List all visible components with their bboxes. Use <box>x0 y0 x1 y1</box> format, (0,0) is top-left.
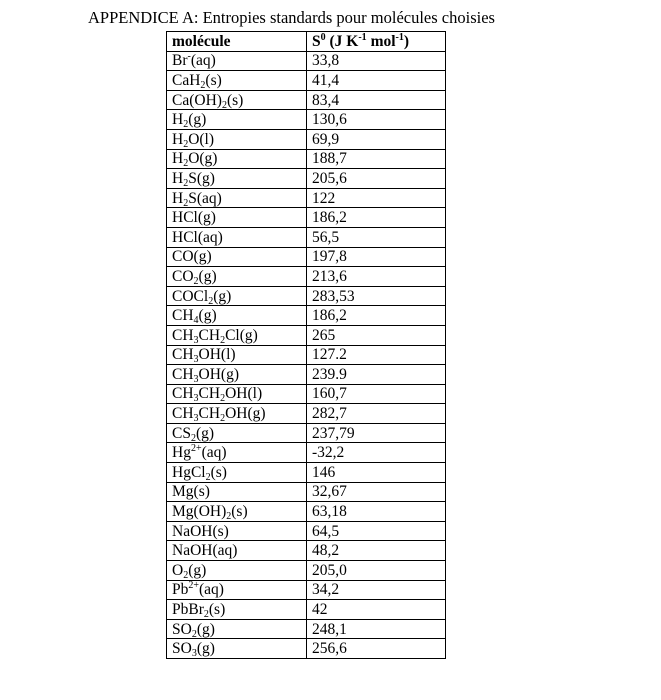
table-row <box>167 267 446 287</box>
text-segment: PbBr <box>172 601 204 619</box>
text-segment: HCl(g) <box>172 209 216 227</box>
table-row <box>167 306 446 326</box>
molecule-cell <box>167 110 307 130</box>
table-row <box>167 443 446 463</box>
entropy-value-cell: 248,1 <box>307 619 446 639</box>
entropy-value-cell: 197,8 <box>307 247 446 267</box>
table-row <box>167 345 446 365</box>
entropy-value-cell: 186,2 <box>307 306 446 326</box>
entropy-value-cell: 188,7 <box>307 149 446 169</box>
subscript: 2 <box>220 334 226 346</box>
text-segment: CH <box>198 326 221 344</box>
text-segment: H <box>172 111 184 129</box>
text-segment: H <box>172 150 184 168</box>
text-segment: COCl <box>172 287 209 305</box>
molecule-cell <box>167 325 307 345</box>
text-segment: (g) <box>198 307 217 325</box>
table-row <box>167 286 446 306</box>
molecule-cell <box>167 188 307 208</box>
subscript: 2 <box>200 79 206 91</box>
molecule-cell <box>167 580 307 600</box>
text-segment: (s) <box>231 503 248 521</box>
table-row <box>167 90 446 110</box>
subscript: 2 <box>183 138 189 150</box>
subscript: 2 <box>183 119 189 131</box>
table-row <box>167 129 446 149</box>
entropy-value-cell: 69,9 <box>307 129 446 149</box>
molecule-cell <box>167 90 307 110</box>
text-segment: H <box>172 130 184 148</box>
subscript: 2 <box>183 569 189 581</box>
text-segment: (s) <box>208 601 226 619</box>
text-segment: (aq) <box>199 581 224 599</box>
text-segment: (s) <box>210 463 227 481</box>
table-row <box>167 423 446 443</box>
table-row <box>167 561 446 581</box>
molecule-cell <box>167 345 307 365</box>
molecule-cell <box>167 600 307 620</box>
molecule-cell <box>167 541 307 561</box>
molecule-cell <box>167 365 307 385</box>
entropy-value-cell: 256,6 <box>307 639 446 659</box>
text-segment: Br <box>172 52 188 70</box>
text-segment: mol <box>366 32 396 50</box>
text-segment: CH <box>172 346 194 364</box>
molecule-cell <box>167 521 307 541</box>
subscript: 2 <box>183 177 189 189</box>
text-segment: (J K <box>325 32 359 50</box>
table-row <box>167 149 446 169</box>
entropy-value-cell: 283,53 <box>307 286 446 306</box>
text-segment: S <box>312 32 321 50</box>
text-segment: H <box>172 169 184 187</box>
molecule-cell <box>167 502 307 522</box>
entropy-value-cell: 186,2 <box>307 208 446 228</box>
table-row <box>167 227 446 247</box>
entropy-value-cell: 146 <box>307 463 446 483</box>
superscript: -1 <box>395 31 404 43</box>
molecule-cell <box>167 129 307 149</box>
text-segment: NaOH(s) <box>172 522 229 540</box>
subscript: 2 <box>221 99 227 111</box>
text-segment: HCl(aq) <box>172 228 223 246</box>
text-segment: OH(l) <box>198 346 236 364</box>
table-header-row <box>167 32 446 52</box>
molecule-cell <box>167 306 307 326</box>
text-segment: Mg(OH) <box>172 503 227 521</box>
subscript: 2 <box>183 197 189 209</box>
text-segment: CO(g) <box>172 248 212 266</box>
entropy-value-cell: 213,6 <box>307 267 446 287</box>
table-row <box>167 384 446 404</box>
molecule-cell <box>167 619 307 639</box>
text-segment: (g) <box>196 620 215 638</box>
table-row <box>167 110 446 130</box>
table-row <box>167 188 446 208</box>
text-segment: molécule <box>172 32 231 50</box>
table-body <box>167 51 446 658</box>
table-row <box>167 502 446 522</box>
table-row <box>167 600 446 620</box>
entropy-value-cell: 239.9 <box>307 365 446 385</box>
text-segment: OH(l) <box>225 385 263 403</box>
text-segment: OH(g) <box>225 405 266 423</box>
entropy-value-cell: 33,8 <box>307 51 446 71</box>
subscript: 3 <box>193 393 199 405</box>
table-row <box>167 619 446 639</box>
text-segment: CH <box>172 326 194 344</box>
text-segment: CH <box>172 307 194 325</box>
entropy-value-cell: 83,4 <box>307 90 446 110</box>
subscript: 3 <box>191 648 197 660</box>
text-segment: CH <box>172 385 194 403</box>
superscript: - <box>187 51 191 63</box>
entropy-value-cell: 42 <box>307 600 446 620</box>
molecule-cell <box>167 384 307 404</box>
entropy-value-cell: 63,18 <box>307 502 446 522</box>
table-row <box>167 521 446 541</box>
subscript: 3 <box>193 413 199 425</box>
appendix-title: APPENDICE A: Entropies standards pour molécules choisies <box>88 8 495 27</box>
molecule-cell <box>167 404 307 424</box>
text-segment: (g) <box>196 640 215 658</box>
header-molecule <box>167 32 307 52</box>
text-segment: HgCl <box>172 463 206 481</box>
molecule-cell <box>167 71 307 91</box>
entropy-value-cell: 205,6 <box>307 169 446 189</box>
text-segment: H <box>172 189 184 207</box>
table-row <box>167 325 446 345</box>
subscript: 2 <box>193 275 199 287</box>
table-row <box>167 463 446 483</box>
text-segment: OH(g) <box>198 365 240 383</box>
text-segment: O(l) <box>188 130 215 148</box>
entropy-value-cell: 237,79 <box>307 423 446 443</box>
entropy-table <box>166 31 446 659</box>
molecule-cell <box>167 639 307 659</box>
molecule-cell <box>167 561 307 581</box>
table-row <box>167 580 446 600</box>
text-segment: CH <box>198 385 221 403</box>
table-row <box>167 51 446 71</box>
text-segment: S(g) <box>188 169 215 187</box>
text-segment: Cl(g) <box>225 326 258 344</box>
text-segment: ) <box>403 32 410 50</box>
table-row <box>167 208 446 228</box>
text-segment: Ca(OH) <box>172 91 222 109</box>
molecule-cell <box>167 482 307 502</box>
subscript: 3 <box>193 334 199 346</box>
subscript: 3 <box>193 373 199 385</box>
text-segment: CH <box>172 365 194 383</box>
text-segment: CaH <box>172 71 201 89</box>
text-segment: S(aq) <box>188 189 222 207</box>
entropy-value-cell: 122 <box>307 188 446 208</box>
text-segment: (g) <box>213 287 232 305</box>
text-segment: CH <box>172 405 194 423</box>
subscript: 2 <box>220 413 226 425</box>
entropy-value-cell: 32,67 <box>307 482 446 502</box>
text-segment: NaOH(aq) <box>172 542 238 560</box>
subscript: 2 <box>220 393 226 405</box>
entropy-value-cell: 48,2 <box>307 541 446 561</box>
molecule-cell <box>167 463 307 483</box>
subscript: 2 <box>203 609 209 621</box>
molecule-cell <box>167 443 307 463</box>
entropy-value-cell: 41,4 <box>307 71 446 91</box>
entropy-value-cell: -32,2 <box>307 443 446 463</box>
text-segment: O <box>172 561 184 579</box>
text-segment: O(g) <box>188 150 218 168</box>
superscript: 0 <box>320 31 326 43</box>
subscript: 2 <box>226 511 232 523</box>
subscript: 2 <box>208 295 214 307</box>
entropy-value-cell: 130,6 <box>307 110 446 130</box>
superscript: 2+ <box>190 443 202 455</box>
molecule-cell <box>167 286 307 306</box>
molecule-cell <box>167 169 307 189</box>
text-segment: (s) <box>226 91 244 109</box>
table-row <box>167 639 446 659</box>
subscript: 4 <box>193 315 199 327</box>
entropy-value-cell: 34,2 <box>307 580 446 600</box>
table-row <box>167 169 446 189</box>
text-segment: (g) <box>198 267 217 285</box>
molecule-cell <box>167 227 307 247</box>
header-standard-entropy <box>307 32 446 52</box>
entropy-value-cell: 205,0 <box>307 561 446 581</box>
text-segment: (aq) <box>201 444 227 462</box>
molecule-cell <box>167 267 307 287</box>
text-segment: (aq) <box>190 52 216 70</box>
text-segment: Hg <box>172 444 191 462</box>
table-row <box>167 482 446 502</box>
subscript: 3 <box>193 354 199 366</box>
text-segment: (g) <box>188 111 207 129</box>
text-segment: (s) <box>205 71 222 89</box>
molecule-cell <box>167 149 307 169</box>
entropy-value-cell: 160,7 <box>307 384 446 404</box>
text-segment: Mg(s) <box>172 483 210 501</box>
text-segment: (g) <box>188 561 207 579</box>
entropy-value-cell: 64,5 <box>307 521 446 541</box>
subscript: 2 <box>205 471 211 483</box>
entropy-value-cell: 56,5 <box>307 227 446 247</box>
text-segment: CS <box>172 424 191 442</box>
text-segment: SO <box>172 620 192 638</box>
superscript: 2+ <box>188 580 200 592</box>
text-segment: CH <box>198 405 221 423</box>
subscript: 2 <box>190 432 196 444</box>
molecule-cell <box>167 247 307 267</box>
table-row <box>167 404 446 424</box>
entropy-value-cell: 282,7 <box>307 404 446 424</box>
text-segment: SO <box>172 640 192 658</box>
molecule-cell <box>167 208 307 228</box>
text-segment: Pb <box>172 581 189 599</box>
superscript: -1 <box>358 31 367 43</box>
table-row <box>167 247 446 267</box>
table-row <box>167 71 446 91</box>
molecule-cell <box>167 51 307 71</box>
text-segment: (g) <box>195 424 215 442</box>
subscript: 2 <box>183 158 189 170</box>
entropy-value-cell: 265 <box>307 325 446 345</box>
table-row <box>167 541 446 561</box>
text-segment: CO <box>172 267 194 285</box>
table-row <box>167 365 446 385</box>
entropy-value-cell: 127.2 <box>307 345 446 365</box>
subscript: 2 <box>191 628 197 640</box>
molecule-cell <box>167 423 307 443</box>
